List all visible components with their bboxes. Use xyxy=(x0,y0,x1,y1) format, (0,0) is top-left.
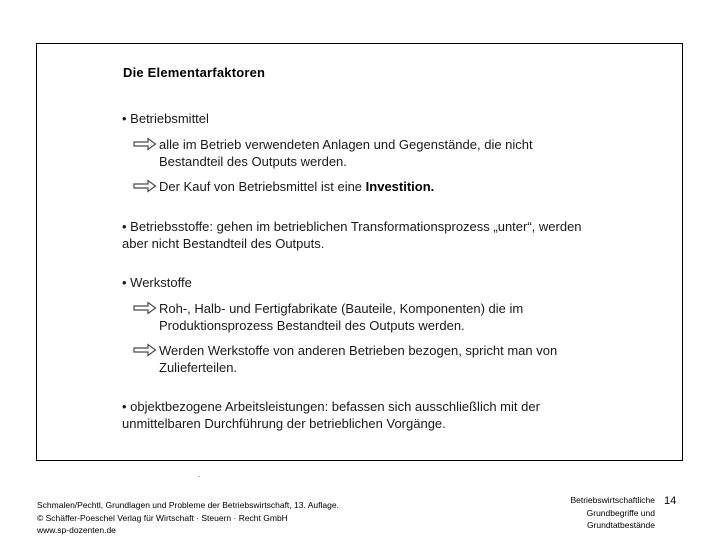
right-arrow-icon xyxy=(133,301,157,315)
right-arrow-icon xyxy=(133,137,157,151)
bullet-arbeitsleistungen xyxy=(122,398,642,432)
page-number: 14 xyxy=(664,495,677,507)
bullet-line: • objektbezogene Arbeitsleistungen: befassen sich ausschließlich mit der xyxy=(122,399,540,414)
subpoint-betriebsmittel-investition xyxy=(133,178,613,195)
footer-citation: Schmalen/Pechtl, Grundlagen und Probleme der Betriebswirtschaft, 13. Auflage. xyxy=(37,500,339,510)
footer-citation-block xyxy=(37,499,339,537)
subpoint-betriebsmittel-definition xyxy=(133,136,613,170)
footer-website: www.sp-dozenten.de xyxy=(37,525,116,535)
footer-publisher: © Schäffer-Poeschel Verlag für Wirtschaft · Steuern · Recht GmbH xyxy=(37,512,288,523)
bullet-line: aber nicht Bestandteil des Outputs. xyxy=(122,236,325,251)
bullet-betriebsstoffe xyxy=(122,218,642,252)
subpoint-werkstoffe-definition xyxy=(133,300,613,334)
section-line: Grundbegriffe und xyxy=(586,507,655,518)
section-line: Betriebswirtschaftliche xyxy=(570,495,655,505)
footer-section-label xyxy=(545,494,655,532)
subpoint-text: Der Kauf von Betriebsmittel ist eine xyxy=(159,179,366,194)
bullet-line: • Betriebsstoffe: gehen im betrieblichen Transformationsprozess „unter“, werden xyxy=(122,219,582,234)
bullet-betriebsmittel: • Betriebsmittel xyxy=(122,111,209,126)
right-arrow-icon xyxy=(133,179,157,193)
subpoint-line: Zulieferteilen. xyxy=(159,360,238,375)
slide-title: Die Elementarfaktoren xyxy=(123,65,266,80)
subpoint-werkstoffe-zulieferteile xyxy=(133,342,613,376)
subpoint-line: Produktionsprozess Bestandteil des Outputs werden. xyxy=(159,318,465,333)
subpoint-line: alle im Betrieb verwendeten Anlagen und Gegenstände, die nicht xyxy=(159,137,533,152)
subpoint-line: Werden Werkstoffe von anderen Betrieben bezogen, spricht man von xyxy=(159,343,558,358)
bullet-line: unmittelbaren Durchführung der betrieblichen Vorgänge. xyxy=(122,416,446,431)
section-line: Grundtatbestände xyxy=(586,520,655,530)
right-arrow-icon xyxy=(133,343,157,357)
stray-dot: . xyxy=(198,470,201,479)
bullet-werkstoffe: • Werkstoffe xyxy=(122,275,192,290)
subpoint-line: Roh-, Halb- und Fertigfabrikate (Bauteile, Komponenten) die im xyxy=(159,301,524,316)
subpoint-line: Bestandteil des Outputs werden. xyxy=(159,154,347,169)
investition-emphasis: Investition. xyxy=(365,179,435,194)
